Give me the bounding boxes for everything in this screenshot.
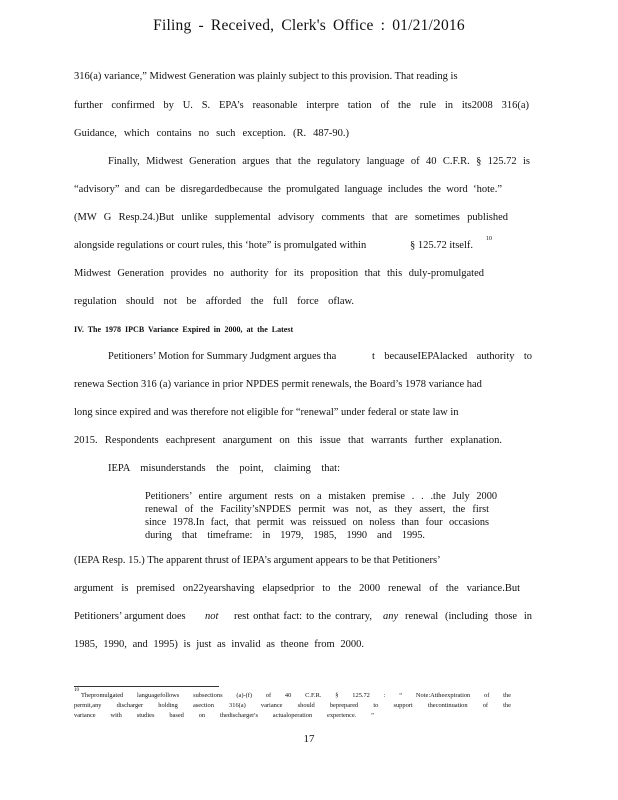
body-line-8: Midwest Generation provides no authority for its proposition that this duly-promulgated [74, 268, 484, 279]
body-line-6: (MW G Resp.24.)But unlike supplemental advisory comments that are sometimes published [74, 212, 508, 223]
body-line-10a: Petitioners’ Motion for Summary Judgment argues tha [108, 351, 337, 362]
body-line-15: (IEPA Resp. 15.) The apparent thrust of IEPA’s argument appears to be that Petitioners’ [74, 555, 441, 566]
body-line-4: Finally, Midwest Generation argues that the regulatory language of 40 C.F.R. § 125.72 is [108, 156, 530, 167]
body-line-10b: t becauseIEPAlacked authority to [372, 351, 532, 362]
section-heading-iv: IV. The 1978 IPCB Variance Expired in 2000, at the Latest [74, 325, 294, 334]
body-line-14: IEPA misunderstands the point, claiming that: [108, 463, 340, 474]
footnote-number: 10 [74, 688, 79, 693]
body-line-18: 1985, 1990, and 1995) is just as invalid as theone from 2000. [74, 639, 364, 650]
quote-line-2: renewal of the Facility’sNPDES permit was not, as they assert, the first [145, 504, 489, 515]
footnote-line-1: Thepromulgated languagefollows subsections (a)-(f) of 40 C.F.R. § 125.72 : “ Note:Attheexpiration of the [81, 692, 511, 699]
body-line-5: “advisory” and can be disregardedbecause the promulgated language includes the word ‘hote.” [74, 184, 502, 195]
body-line-16: argument is premised on22yearshaving elapsedprior to the 2000 renewal of the variance.But [74, 583, 520, 594]
page-number: 17 [303, 733, 315, 745]
body-line-1: 316(a) variance,” Midwest Generation was plainly subject to this provision. That reading is [74, 71, 458, 82]
quote-line-4: during that timeframe: in 1979, 1985, 1990 and 1995. [145, 530, 425, 541]
body-line-11: renewa Section 316 (a) variance in prior NPDES permit renewals, the Board’s 1978 variance had [74, 379, 482, 390]
filing-header: Filing - Received, Clerk's Office : 01/21/2016 [153, 17, 465, 34]
body-line-7-cite: § 125.72 itself. [410, 240, 473, 251]
body-line-7: alongside regulations or court rules, this ‘hote” is promulgated within [74, 240, 367, 251]
footnote-line-3: variance with studies based on thedischarger's actualoperation experience. ” [74, 712, 374, 719]
body-line-12: long since expired and was therefore not eligible for “renewal” under federal or state law in [74, 407, 459, 418]
body-line-17a: Petitioners’ argument does [74, 611, 186, 622]
quote-line-1: Petitioners’ entire argument rests on a mistaken premise . . .the July 2000 [145, 491, 497, 502]
body-line-17-emph-any: any [383, 611, 399, 622]
body-line-9: regulation should not be afforded the full force oflaw. [74, 296, 354, 307]
body-line-17b: rest onthat fact: to the contrary, [234, 611, 372, 622]
footnote-ref-10: 10 [486, 236, 492, 242]
quote-line-3: since 1978.In fact, that permit was reissued on noless than four occasions [145, 517, 489, 528]
body-line-17-emph-not: not [205, 611, 219, 622]
footnote-divider [74, 686, 219, 687]
body-line-2: further confirmed by U. S. EPA’s reasonable interpre tation of the rule in its2008 316(a) [74, 100, 529, 111]
body-line-13: 2015. Respondents eachpresent anargument on this issue that warrants further explanation. [74, 435, 502, 446]
body-line-3: Guidance, which contains no such exception. (R. 487-90.) [74, 128, 349, 139]
body-line-17c: renewal (including those in [405, 611, 532, 622]
footnote-line-2: permit,any discharger holding asection 316(a) variance should beprepared to support thecontinuation of the [74, 702, 511, 709]
